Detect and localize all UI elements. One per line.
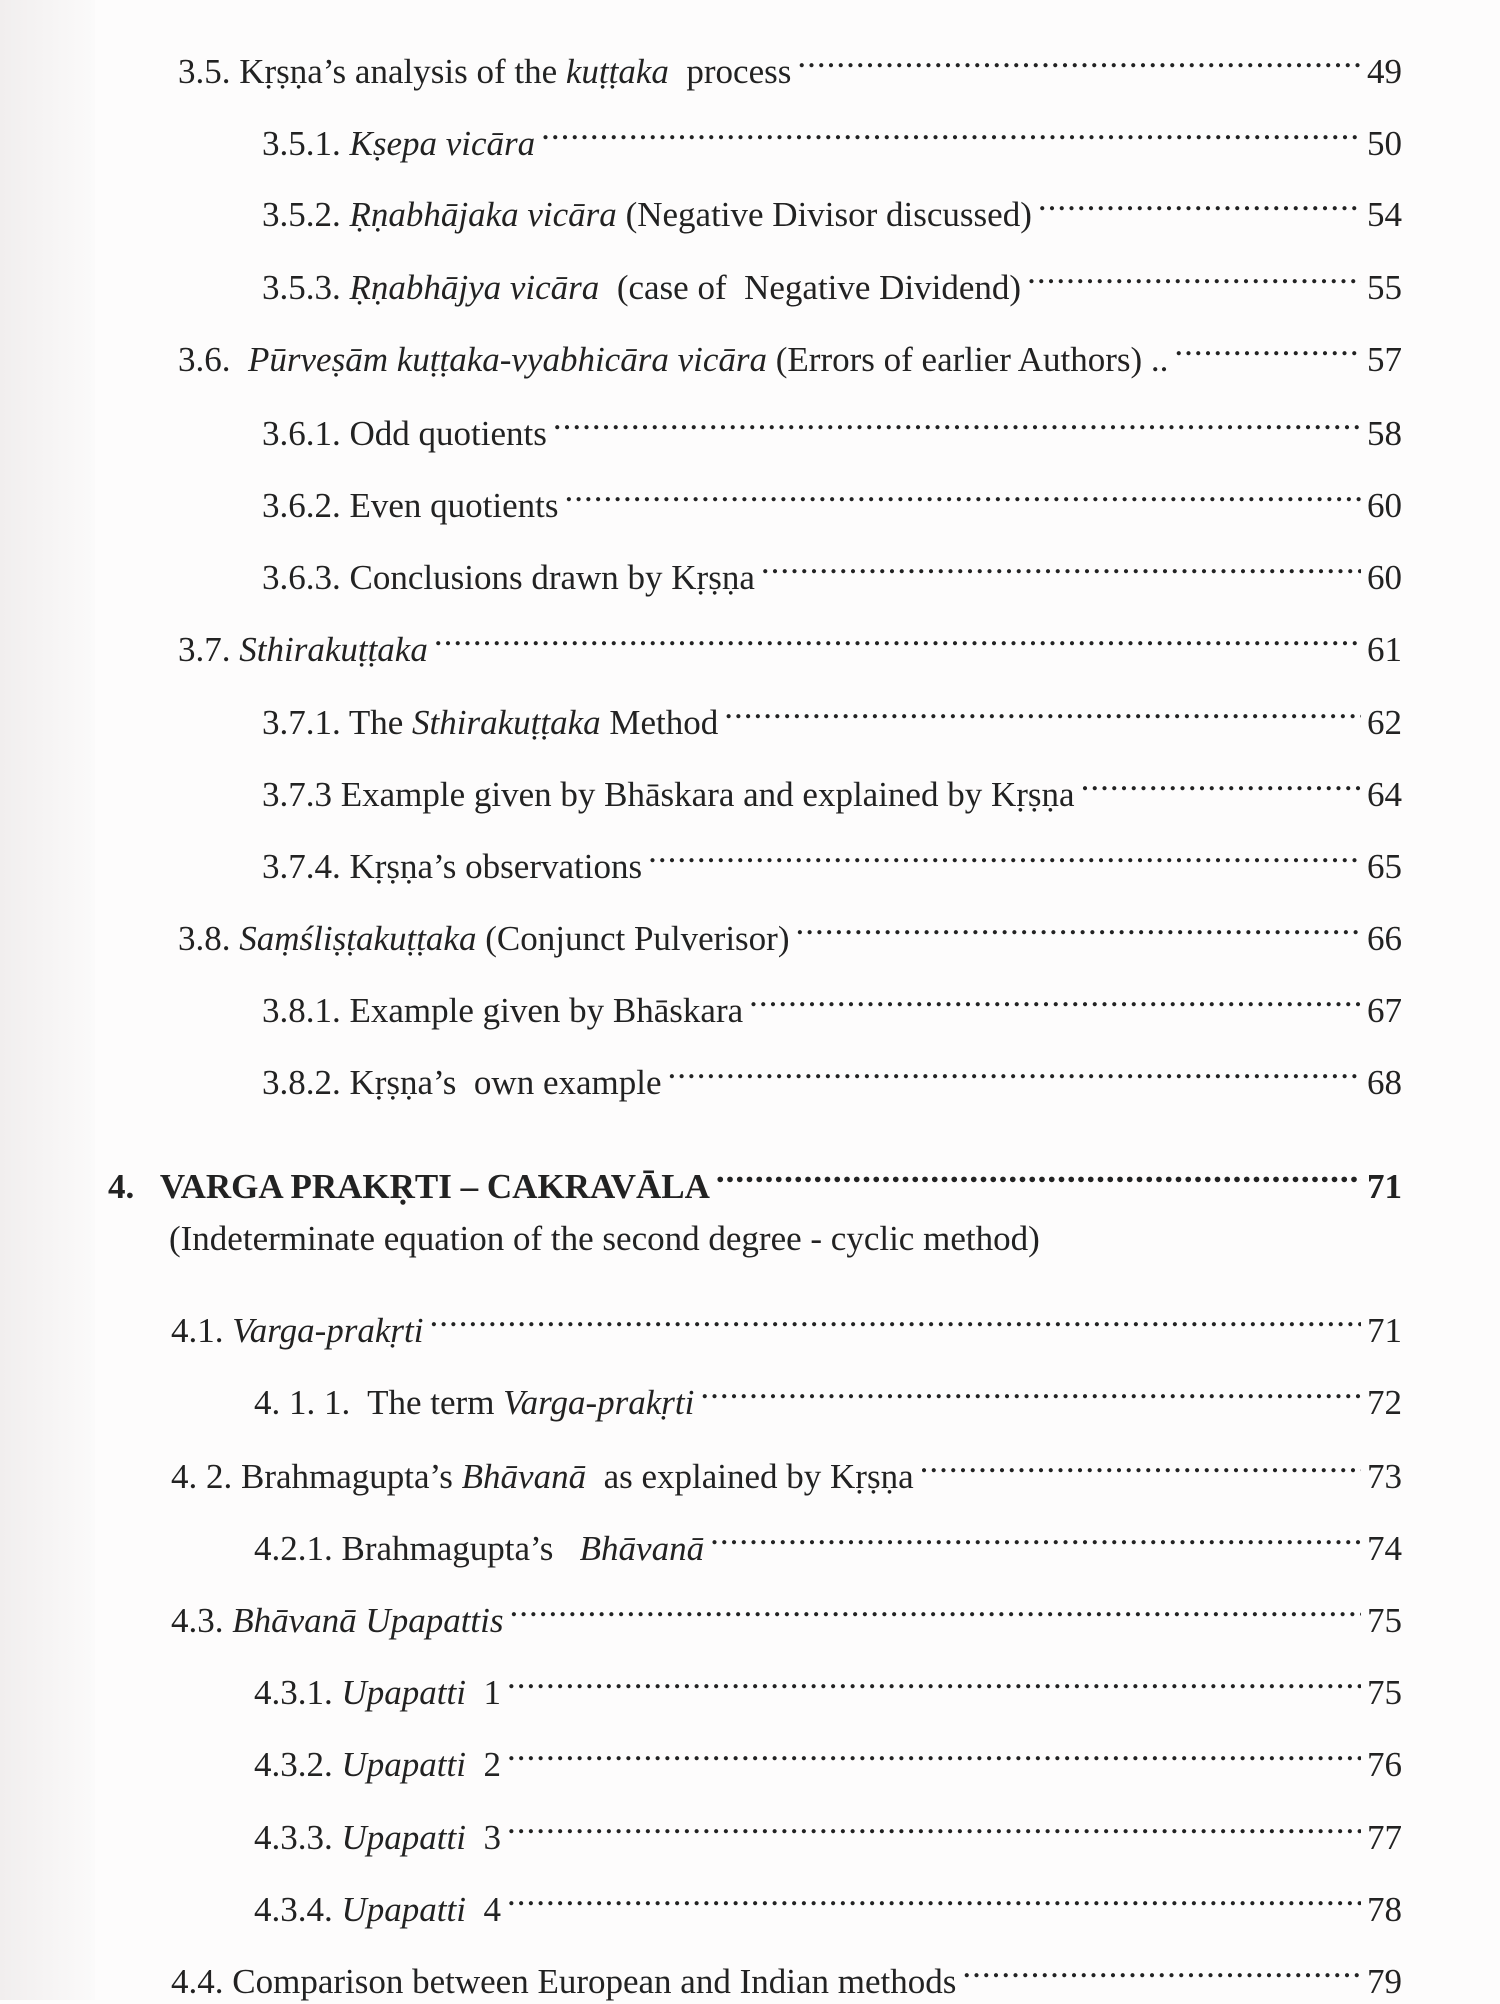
page-number: 54 bbox=[1367, 195, 1402, 234]
dot-leader bbox=[1038, 182, 1361, 226]
section-number: 3.7.1. bbox=[262, 703, 341, 742]
entry-title bbox=[254, 1527, 704, 1571]
toc-entry[interactable] bbox=[254, 1516, 1402, 1571]
entry-title bbox=[262, 1061, 662, 1105]
page-number: 78 bbox=[1367, 1890, 1402, 1929]
toc-entry[interactable] bbox=[178, 39, 1402, 94]
section-number: 3.7. bbox=[178, 630, 231, 669]
italic-term: Upapatti bbox=[341, 1818, 466, 1857]
italic-term: Ṛṇabhājya vicāra bbox=[349, 268, 600, 307]
italic-term: Sthirakuṭṭaka bbox=[239, 630, 428, 669]
section-number: 3.8. bbox=[178, 919, 231, 958]
section-number: 4.3. bbox=[171, 1601, 224, 1640]
section-number: 4.1. bbox=[171, 1311, 224, 1350]
title-text: Conclusions drawn by Kṛṣṇa bbox=[340, 558, 755, 597]
section-number: 4. bbox=[108, 1167, 135, 1206]
title-text: Brahmagupta’s bbox=[332, 1529, 580, 1568]
toc-entry[interactable] bbox=[171, 1588, 1402, 1643]
toc-entry[interactable] bbox=[262, 978, 1402, 1033]
page-number: 61 bbox=[1367, 630, 1402, 669]
title-text bbox=[333, 1890, 342, 1929]
italic-term: Upapatti bbox=[341, 1745, 466, 1784]
dot-leader bbox=[700, 1370, 1361, 1414]
italic-term: Upapatti bbox=[341, 1673, 466, 1712]
page-number: 50 bbox=[1367, 124, 1402, 163]
dot-leader bbox=[507, 1805, 1361, 1849]
dot-leader bbox=[796, 906, 1362, 950]
page-number: 73 bbox=[1367, 1457, 1402, 1496]
italic-term: Kṣepa vicāra bbox=[349, 124, 536, 163]
toc-entry[interactable] bbox=[254, 1805, 1402, 1860]
page-number: 55 bbox=[1367, 268, 1402, 307]
dot-leader bbox=[716, 1154, 1361, 1198]
page-number: 71 bbox=[1367, 1167, 1402, 1206]
dot-leader bbox=[797, 39, 1361, 83]
section-number: 3.7.3 bbox=[262, 775, 332, 814]
page-number: 60 bbox=[1367, 558, 1402, 597]
italic-term: Upapatti bbox=[341, 1890, 466, 1929]
title-text bbox=[231, 340, 249, 379]
toc-entry[interactable] bbox=[178, 906, 1402, 961]
dot-leader bbox=[507, 1660, 1361, 1704]
dot-leader bbox=[565, 473, 1362, 517]
dot-leader bbox=[507, 1877, 1361, 1921]
italic-term: Varga-prakṛti bbox=[503, 1383, 695, 1422]
section-number: 4.4. bbox=[171, 1962, 224, 2001]
entry-title bbox=[254, 1888, 501, 1932]
section-number: 3.5.3. bbox=[262, 268, 341, 307]
title-text bbox=[231, 919, 240, 958]
title-text: Example given by Bhāskara and explained by Kṛṣṇa bbox=[332, 775, 1075, 814]
page-number: 75 bbox=[1367, 1601, 1402, 1640]
entry-title bbox=[254, 1816, 501, 1860]
title-text: Kṛṣṇa’s analysis of the bbox=[230, 52, 566, 91]
entry-title bbox=[254, 1671, 501, 1715]
italic-term: Bhāvanā bbox=[579, 1529, 705, 1568]
italic-term: Saṃśliṣṭakuṭṭaka bbox=[239, 919, 477, 958]
dot-leader bbox=[710, 1516, 1361, 1560]
dot-leader bbox=[429, 1298, 1361, 1342]
section-number: 4.3.4. bbox=[254, 1890, 333, 1929]
toc-entry[interactable] bbox=[171, 1444, 1402, 1499]
dot-leader bbox=[761, 545, 1361, 589]
page-number: 68 bbox=[1367, 1063, 1402, 1102]
section-number: 3.7.4. bbox=[262, 847, 341, 886]
entry-title bbox=[262, 773, 1075, 817]
dot-leader bbox=[920, 1444, 1361, 1488]
title-text bbox=[231, 630, 240, 669]
toc-entry[interactable] bbox=[262, 111, 1402, 166]
italic-term: Bhāvanā bbox=[461, 1457, 587, 1496]
dot-leader bbox=[1027, 255, 1361, 299]
dot-leader bbox=[962, 1949, 1361, 1993]
section-number: 3.8.1. bbox=[262, 991, 341, 1030]
page-number: 57 bbox=[1367, 340, 1402, 379]
title-text: as explained by Kṛṣṇa bbox=[586, 1457, 914, 1496]
italic-term: Sthirakuṭṭaka bbox=[412, 703, 601, 742]
entry-title bbox=[254, 1743, 501, 1787]
entry-title bbox=[178, 628, 428, 672]
title-text: Odd quotients bbox=[340, 414, 547, 453]
entry-title bbox=[178, 50, 791, 94]
dot-leader bbox=[1174, 327, 1361, 371]
dot-leader bbox=[1081, 762, 1361, 806]
toc-entry[interactable] bbox=[254, 1877, 1402, 1932]
section-number: 3.5.2. bbox=[262, 195, 341, 234]
title-text: Example given by Bhāskara bbox=[340, 991, 744, 1030]
italic-term: Bhāvanā Upapattis bbox=[232, 1601, 504, 1640]
dot-leader bbox=[509, 1588, 1361, 1632]
toc-entry[interactable] bbox=[262, 182, 1402, 237]
italic-term: kuṭṭaka bbox=[565, 52, 669, 91]
dot-leader bbox=[541, 111, 1361, 155]
title-text: process bbox=[668, 52, 792, 91]
page-number: 58 bbox=[1367, 414, 1402, 453]
section-number: 3.5. bbox=[178, 52, 231, 91]
title-text: The bbox=[340, 703, 413, 742]
page-number: 65 bbox=[1367, 847, 1402, 886]
page-number: 66 bbox=[1367, 919, 1402, 958]
entry-title bbox=[171, 1455, 914, 1499]
entry-title bbox=[262, 989, 743, 1033]
toc-entry[interactable] bbox=[108, 1154, 1402, 1209]
title-text: VARGA PRAKṚTI – CAKRAVĀLA bbox=[134, 1167, 710, 1206]
title-text: 2 bbox=[465, 1745, 501, 1784]
page-number: 72 bbox=[1367, 1383, 1402, 1422]
dot-leader bbox=[553, 401, 1361, 445]
dot-leader bbox=[668, 1050, 1361, 1094]
chapter-subtitle: (Indeterminate equation of the second degree - cyclic method) bbox=[169, 1219, 1040, 1258]
dot-leader bbox=[724, 690, 1361, 734]
toc-entry[interactable] bbox=[262, 473, 1402, 528]
title-text bbox=[341, 124, 350, 163]
title-text: Kṛṣṇa’s own example bbox=[340, 1063, 662, 1102]
title-text: 1 bbox=[465, 1673, 501, 1712]
entry-title bbox=[171, 1599, 503, 1643]
page-number: 71 bbox=[1367, 1311, 1402, 1350]
title-text: Brahmagupta’s bbox=[232, 1457, 462, 1496]
page-number: 77 bbox=[1367, 1818, 1402, 1857]
page-number: 79 bbox=[1367, 1962, 1402, 2001]
entry-title bbox=[262, 484, 559, 528]
section-number: 3.6.2. bbox=[262, 486, 341, 525]
entry-title bbox=[262, 193, 1032, 237]
toc-entry[interactable] bbox=[262, 834, 1402, 889]
toc-entry[interactable] bbox=[254, 1660, 1402, 1715]
section-number: 4. 1. 1. bbox=[254, 1383, 351, 1422]
title-text bbox=[333, 1673, 342, 1712]
title-text: Comparison between European and Indian methods bbox=[223, 1962, 957, 2001]
section-number: 4.3.2. bbox=[254, 1745, 333, 1784]
italic-term: Varga-prakṛti bbox=[232, 1311, 424, 1350]
entry-title bbox=[108, 1165, 710, 1209]
title-text bbox=[333, 1818, 342, 1857]
title-text bbox=[224, 1601, 233, 1640]
toc-entry[interactable] bbox=[262, 545, 1402, 600]
page-number: 62 bbox=[1367, 703, 1402, 742]
toc-entry[interactable] bbox=[262, 762, 1402, 817]
page-number: 75 bbox=[1367, 1673, 1402, 1712]
title-text: (Negative Divisor discussed) bbox=[616, 195, 1032, 234]
entry-title bbox=[178, 917, 790, 961]
dot-leader bbox=[648, 834, 1361, 878]
page-number: 67 bbox=[1367, 991, 1402, 1030]
page-number: 76 bbox=[1367, 1745, 1402, 1784]
title-text: 4 bbox=[465, 1890, 501, 1929]
page-number: 64 bbox=[1367, 775, 1402, 814]
entry-title bbox=[171, 1960, 956, 2004]
page-margin-shadow bbox=[0, 0, 95, 2000]
toc-entry[interactable] bbox=[254, 1732, 1402, 1787]
section-number: 3.5.1. bbox=[262, 124, 341, 163]
entry-title bbox=[262, 266, 1021, 310]
title-text bbox=[333, 1745, 342, 1784]
toc-entry[interactable] bbox=[171, 1949, 1402, 2004]
title-text bbox=[224, 1311, 233, 1350]
section-number: 4.3.1. bbox=[254, 1673, 333, 1712]
entry-title bbox=[178, 338, 1168, 382]
entry-title bbox=[262, 845, 642, 889]
page-number: 60 bbox=[1367, 486, 1402, 525]
title-text: 3 bbox=[465, 1818, 501, 1857]
toc-entry[interactable] bbox=[178, 327, 1402, 382]
title-text bbox=[341, 195, 350, 234]
entry-title bbox=[262, 556, 755, 600]
dot-leader bbox=[507, 1732, 1361, 1776]
page-number: 49 bbox=[1367, 52, 1402, 91]
section-number: 4. 2. bbox=[171, 1457, 233, 1496]
toc-entry[interactable] bbox=[254, 1370, 1402, 1425]
dot-leader bbox=[749, 978, 1361, 1022]
section-number: 3.6.1. bbox=[262, 414, 341, 453]
section-number: 3.8.2. bbox=[262, 1063, 341, 1102]
title-text: (case of Negative Dividend) bbox=[599, 268, 1022, 307]
toc-entry[interactable] bbox=[262, 255, 1402, 310]
entry-title bbox=[262, 412, 547, 456]
toc-entry[interactable] bbox=[262, 1050, 1402, 1105]
title-text: Method bbox=[600, 703, 719, 742]
italic-term: Ṛṇabhājaka vicāra bbox=[349, 195, 617, 234]
title-text: Kṛṣṇa’s observations bbox=[340, 847, 643, 886]
section-number: 3.6.3. bbox=[262, 558, 341, 597]
toc-entry[interactable] bbox=[178, 617, 1402, 672]
section-number: 4.3.3. bbox=[254, 1818, 333, 1857]
page-number: 74 bbox=[1367, 1529, 1402, 1568]
italic-term: Pūrveṣām kuṭṭaka-vyabhicāra vicāra bbox=[248, 340, 768, 379]
title-text: Even quotients bbox=[340, 486, 559, 525]
title-text: The term bbox=[350, 1383, 504, 1422]
title-text: (Conjunct Pulverisor) bbox=[476, 919, 790, 958]
title-text: (Errors of earlier Authors) .. bbox=[767, 340, 1169, 379]
title-text bbox=[341, 268, 350, 307]
entry-title bbox=[254, 1381, 694, 1425]
dot-leader bbox=[434, 617, 1361, 661]
toc-entry[interactable] bbox=[262, 690, 1402, 745]
entry-title bbox=[171, 1309, 423, 1353]
toc-entry[interactable] bbox=[262, 401, 1402, 456]
entry-title bbox=[262, 701, 718, 745]
entry-title bbox=[262, 122, 535, 166]
toc-entry[interactable] bbox=[171, 1298, 1402, 1353]
section-number: 4.2.1. bbox=[254, 1529, 333, 1568]
section-number: 3.6. bbox=[178, 340, 231, 379]
